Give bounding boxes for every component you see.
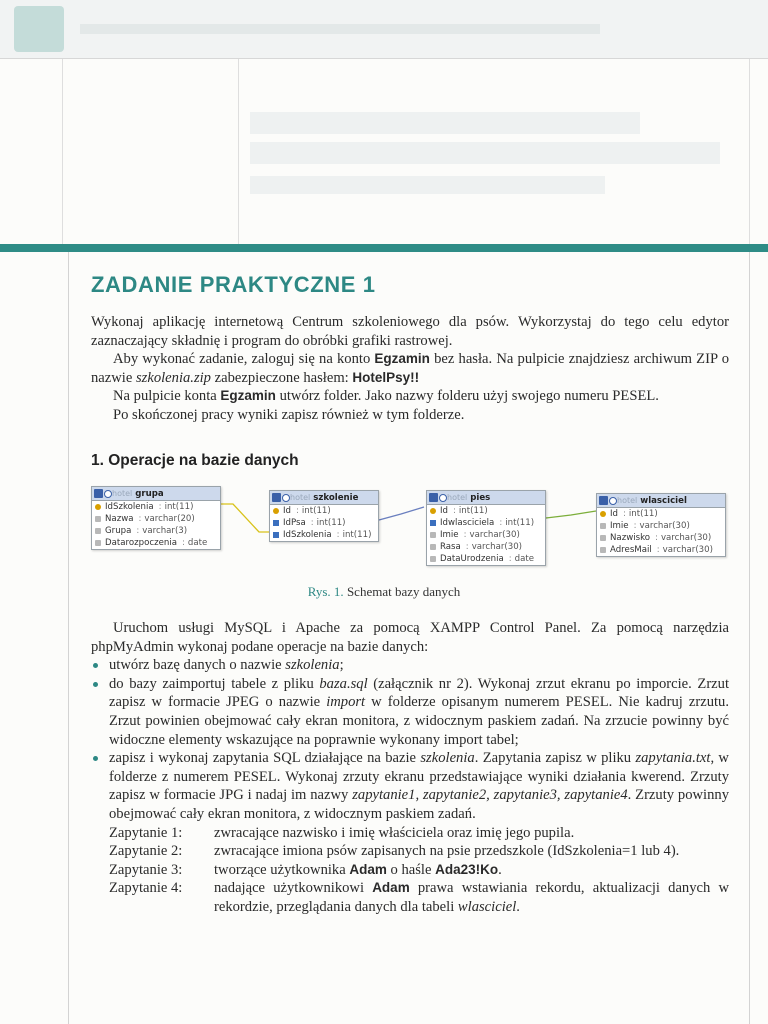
archive-password: HotelPsy!! <box>352 369 420 385</box>
table-column: Idwlasciciela : int(11) <box>427 517 545 529</box>
query-item: Zapytanie 4: nadające użytkownikowi Adam prawa wstawiania rekordu, aktualizacji danych w rekordzie, przeglądania danych dla tabeli wlasciciel. <box>109 880 729 915</box>
field-icon <box>95 516 101 522</box>
faded-title-line <box>250 176 605 194</box>
faded-title-line <box>250 142 720 164</box>
table-header: hotel szkolenie <box>270 491 378 505</box>
primary-key-icon <box>600 511 606 517</box>
options-icon <box>282 494 290 502</box>
checkbox-icon <box>94 489 103 498</box>
field-icon <box>95 528 101 534</box>
query-item: Zapytanie 2: zwracające imiona psów zapisanych na psie przedszkole (IdSzkolenia=1 lub 4). <box>109 843 680 860</box>
header-divider <box>749 59 750 245</box>
primary-key-icon <box>273 508 279 514</box>
header-rule <box>0 58 768 59</box>
table-column: Imie : varchar(30) <box>427 529 545 541</box>
table-column: IdSzkolenia : int(11) <box>270 529 378 541</box>
page-margin-line <box>749 252 750 1024</box>
db-schema-diagram <box>91 484 741 576</box>
table-column: Nazwisko : varchar(30) <box>597 532 725 544</box>
table-column: Id : int(11) <box>597 508 725 520</box>
intro-paragraph: Aby wykonać zadanie, zaloguj się na konto Egzamin bez hasła. Na pulpicie znajdziesz archiwum ZIP o nazwie szkolenia.zip zabezpieczone hasłem: HotelPsy!! <box>91 351 729 386</box>
options-icon <box>104 490 112 498</box>
field-icon <box>430 544 436 550</box>
chapter-icon <box>14 6 64 52</box>
field-icon <box>430 556 436 562</box>
checkbox-icon <box>429 493 438 502</box>
table-column: Datarozpoczenia : date <box>92 537 220 549</box>
field-icon <box>600 535 606 541</box>
faded-title-line <box>250 112 640 134</box>
table-column: Imie : varchar(30) <box>597 520 725 532</box>
table-column: Grupa : varchar(3) <box>92 525 220 537</box>
table-pies <box>426 490 546 566</box>
list-item: utwórz bazę danych o nazwie szkolenia; <box>91 656 729 675</box>
bullet-icon <box>93 682 98 687</box>
table-column: IdSzkolenia : int(11) <box>92 501 220 513</box>
figure-caption <box>0 584 768 600</box>
header-faded-text <box>80 24 600 34</box>
field-icon <box>600 547 606 553</box>
table-header: hotel grupa <box>92 487 220 501</box>
body-paragraph: Uruchom usługi MySQL i Apache za pomocą XAMPP Control Panel. Za pomocą narzędzia phpMyAdmin wykonaj podane operacje na bazie danych: <box>91 620 729 655</box>
table-column: IdPsa : int(11) <box>270 517 378 529</box>
header-divider <box>62 59 63 245</box>
table-szkolenie <box>269 490 379 542</box>
task-body <box>91 619 729 917</box>
table-header: hotel wlasciciel <box>597 494 725 508</box>
checkbox-icon <box>599 496 608 505</box>
query-item: Zapytanie 1: zwracające nazwisko i imię właściciela oraz imię jego pupila. <box>109 824 575 841</box>
relation-line-szkolenie-pies <box>379 507 424 520</box>
table-column: AdresMail : varchar(30) <box>597 544 725 556</box>
options-icon <box>609 497 617 505</box>
figure-label: Rys. 1. <box>307 584 344 599</box>
task-heading: ZADANIE PRAKTYCZNE 1 <box>91 272 376 297</box>
checkbox-icon <box>272 493 281 502</box>
table-column: DataUrodzenia : date <box>427 553 545 565</box>
table-column: Id : int(11) <box>270 505 378 517</box>
intro-paragraph: Po skończonej pracy wyniki zapisz również w tym folderze. <box>113 406 465 423</box>
bullet-icon <box>93 756 98 761</box>
header-divider <box>238 59 239 245</box>
table-column: Rasa : varchar(30) <box>427 541 545 553</box>
figure-caption-text: Schemat bazy danych <box>346 584 461 599</box>
intro-paragraph: Na pulpicie konta Egzamin utwórz folder. Jako nazwy folderu użyj swojego numeru PESEL. <box>113 388 659 405</box>
primary-key-icon <box>95 504 101 510</box>
field-icon <box>600 523 606 529</box>
query-item: Zapytanie 3: tworzące użytkownika Adam o haśle Ada23!Ko. <box>109 861 502 878</box>
relation-line-grupa-szkolenie <box>221 504 269 532</box>
list-item: do bazy zaimportuj tabele z pliku baza.sql (załącznik nr 2). Wykonaj zrzut ekranu po imporcie. Zrzut zapisz w formacie JPEG o nazwie import w folderze opisanym numerem PESEL. Nie kadruj zrzutu. Zrzut powinien obejmować cały ekran monitora, z widocznym paskiem zadań. Na zrzucie powinny być widoczne elementy wskazujące na poprawnie wykonany import tabel; <box>91 675 729 749</box>
task-intro <box>91 313 729 425</box>
page-margin-line <box>68 252 69 1024</box>
index-icon <box>273 532 279 538</box>
index-icon <box>273 520 279 526</box>
bullet-icon <box>93 663 98 668</box>
primary-key-icon <box>430 508 436 514</box>
options-icon <box>439 494 447 502</box>
section-title: 1. Operacje na bazie danych <box>91 452 299 469</box>
table-column: Id : int(11) <box>427 505 545 517</box>
field-icon <box>95 540 101 546</box>
table-header: hotel pies <box>427 491 545 505</box>
task-list <box>91 656 729 823</box>
index-icon <box>430 520 436 526</box>
table-grupa <box>91 486 221 550</box>
relation-line-pies-wlasciciel <box>546 511 596 518</box>
intro-paragraph: Wykonaj aplikację internetową Centrum szkoleniowego dla psów. Wykorzystaj do tego celu edytor zaznaczający składnię i program do obróbki grafiki rastrowej. <box>91 314 729 349</box>
list-item: zapisz i wykonaj zapytania SQL działające na bazie szkolenia. Zapytania zapisz w pliku zapytania.txt, w folderze z numerem PESEL. Wykonaj zrzuty ekranu przedstawiające wyniki działania kwerend. Zrzuty zapisz w formacie JPG i nadaj im nazwy zapytanie1, zapytanie2, zapytanie3, zapytanie4. Zrzuty powinny obejmować cały ekran monitora, z widocznym paskiem zadań. <box>91 749 729 823</box>
table-wlasciciel <box>596 493 726 557</box>
section-band <box>0 244 768 252</box>
table-column: Nazwa : varchar(20) <box>92 513 220 525</box>
field-icon <box>430 532 436 538</box>
